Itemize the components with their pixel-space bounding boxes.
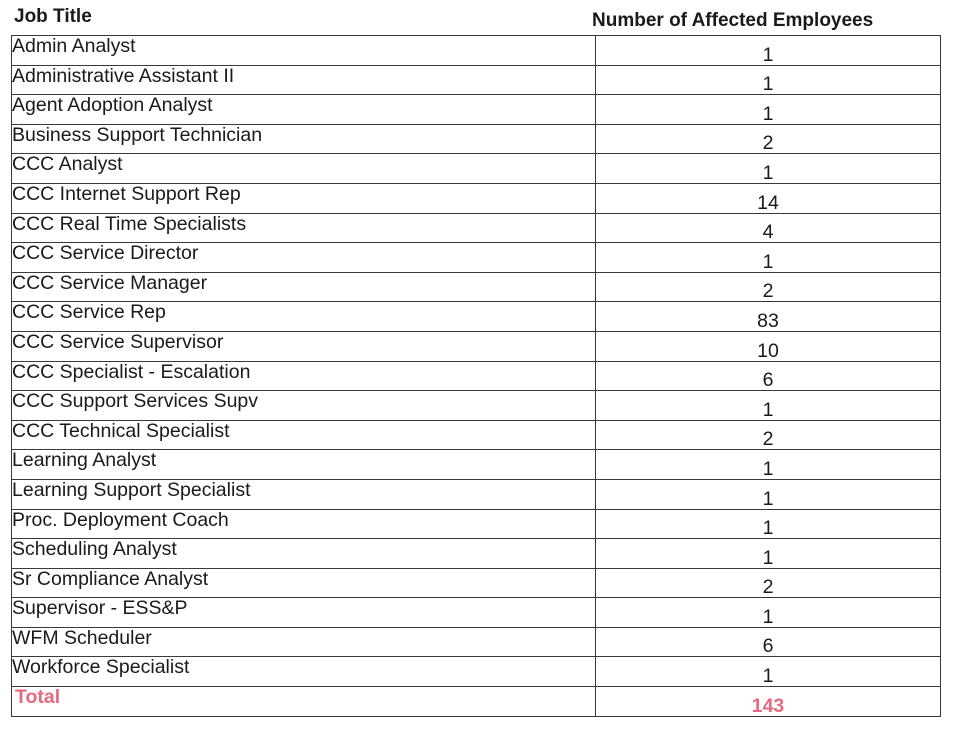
table-row: [12, 598, 941, 628]
table-row: [12, 391, 941, 421]
job-title-cell: Admin Analyst: [12, 36, 596, 66]
table-row: [12, 124, 941, 154]
affected-count-cell: 10: [596, 331, 941, 361]
affected-count-cell: 1: [596, 598, 941, 628]
table-row: [12, 65, 941, 95]
table-row: [12, 95, 941, 125]
table-row: [12, 509, 941, 539]
affected-count-cell: 2: [596, 124, 941, 154]
table-body: [12, 36, 941, 717]
job-title-cell: Scheduling Analyst: [12, 539, 596, 569]
affected-count-cell: 1: [596, 657, 941, 687]
affected-count-cell: 6: [596, 627, 941, 657]
affected-count-cell: 4: [596, 213, 941, 243]
affected-count-cell: 1: [596, 65, 941, 95]
table-row: [12, 183, 941, 213]
job-title-cell: CCC Technical Specialist: [12, 420, 596, 450]
table-row: [12, 657, 941, 687]
job-title-cell: CCC Service Rep: [12, 302, 596, 332]
table-row: [12, 272, 941, 302]
affected-employees-table: [11, 35, 941, 717]
total-count: 143: [596, 687, 941, 717]
total-label: Total: [12, 687, 596, 717]
job-title-cell: WFM Scheduler: [12, 627, 596, 657]
table-row: [12, 450, 941, 480]
affected-count-cell: 1: [596, 539, 941, 569]
job-title-cell: Administrative Assistant II: [12, 65, 596, 95]
job-title-cell: Workforce Specialist: [12, 657, 596, 687]
table-row: [12, 302, 941, 332]
table-row: [12, 36, 941, 66]
affected-count-cell: 1: [596, 95, 941, 125]
affected-count-cell: 83: [596, 302, 941, 332]
table-row: [12, 420, 941, 450]
affected-count-cell: 14: [596, 183, 941, 213]
job-title-cell: CCC Internet Support Rep: [12, 183, 596, 213]
affected-count-cell: 1: [596, 509, 941, 539]
job-title-cell: CCC Service Manager: [12, 272, 596, 302]
affected-count-cell: 1: [596, 154, 941, 184]
table-row: [12, 479, 941, 509]
job-title-cell: Business Support Technician: [12, 124, 596, 154]
job-title-header: Job Title: [14, 6, 92, 27]
job-title-cell: CCC Specialist - Escalation: [12, 361, 596, 391]
job-title-cell: CCC Support Services Supv: [12, 391, 596, 421]
job-title-cell: Sr Compliance Analyst: [12, 568, 596, 598]
affected-count-cell: 1: [596, 36, 941, 66]
job-title-cell: Learning Analyst: [12, 450, 596, 480]
job-title-cell: CCC Analyst: [12, 154, 596, 184]
job-title-cell: Supervisor - ESS&P: [12, 598, 596, 628]
affected-count-cell: 2: [596, 420, 941, 450]
total-row: [12, 687, 941, 717]
job-title-cell: Learning Support Specialist: [12, 479, 596, 509]
table-row: [12, 243, 941, 273]
affected-count-cell: 1: [596, 450, 941, 480]
table-row: [12, 154, 941, 184]
affected-count-cell: 1: [596, 243, 941, 273]
table-row: [12, 627, 941, 657]
affected-employees-header: Number of Affected Employees: [592, 10, 874, 31]
table-row: [12, 539, 941, 569]
job-title-cell: CCC Real Time Specialists: [12, 213, 596, 243]
affected-count-cell: 1: [596, 391, 941, 421]
table-row: [12, 361, 941, 391]
table-header: [0, 0, 954, 36]
table-row: [12, 568, 941, 598]
job-title-cell: CCC Service Supervisor: [12, 331, 596, 361]
job-title-cell: Proc. Deployment Coach: [12, 509, 596, 539]
job-title-cell: CCC Service Director: [12, 243, 596, 273]
affected-count-cell: 6: [596, 361, 941, 391]
affected-count-cell: 2: [596, 272, 941, 302]
table-row: [12, 331, 941, 361]
affected-count-cell: 1: [596, 479, 941, 509]
affected-count-cell: 2: [596, 568, 941, 598]
job-title-cell: Agent Adoption Analyst: [12, 95, 596, 125]
table-row: [12, 213, 941, 243]
